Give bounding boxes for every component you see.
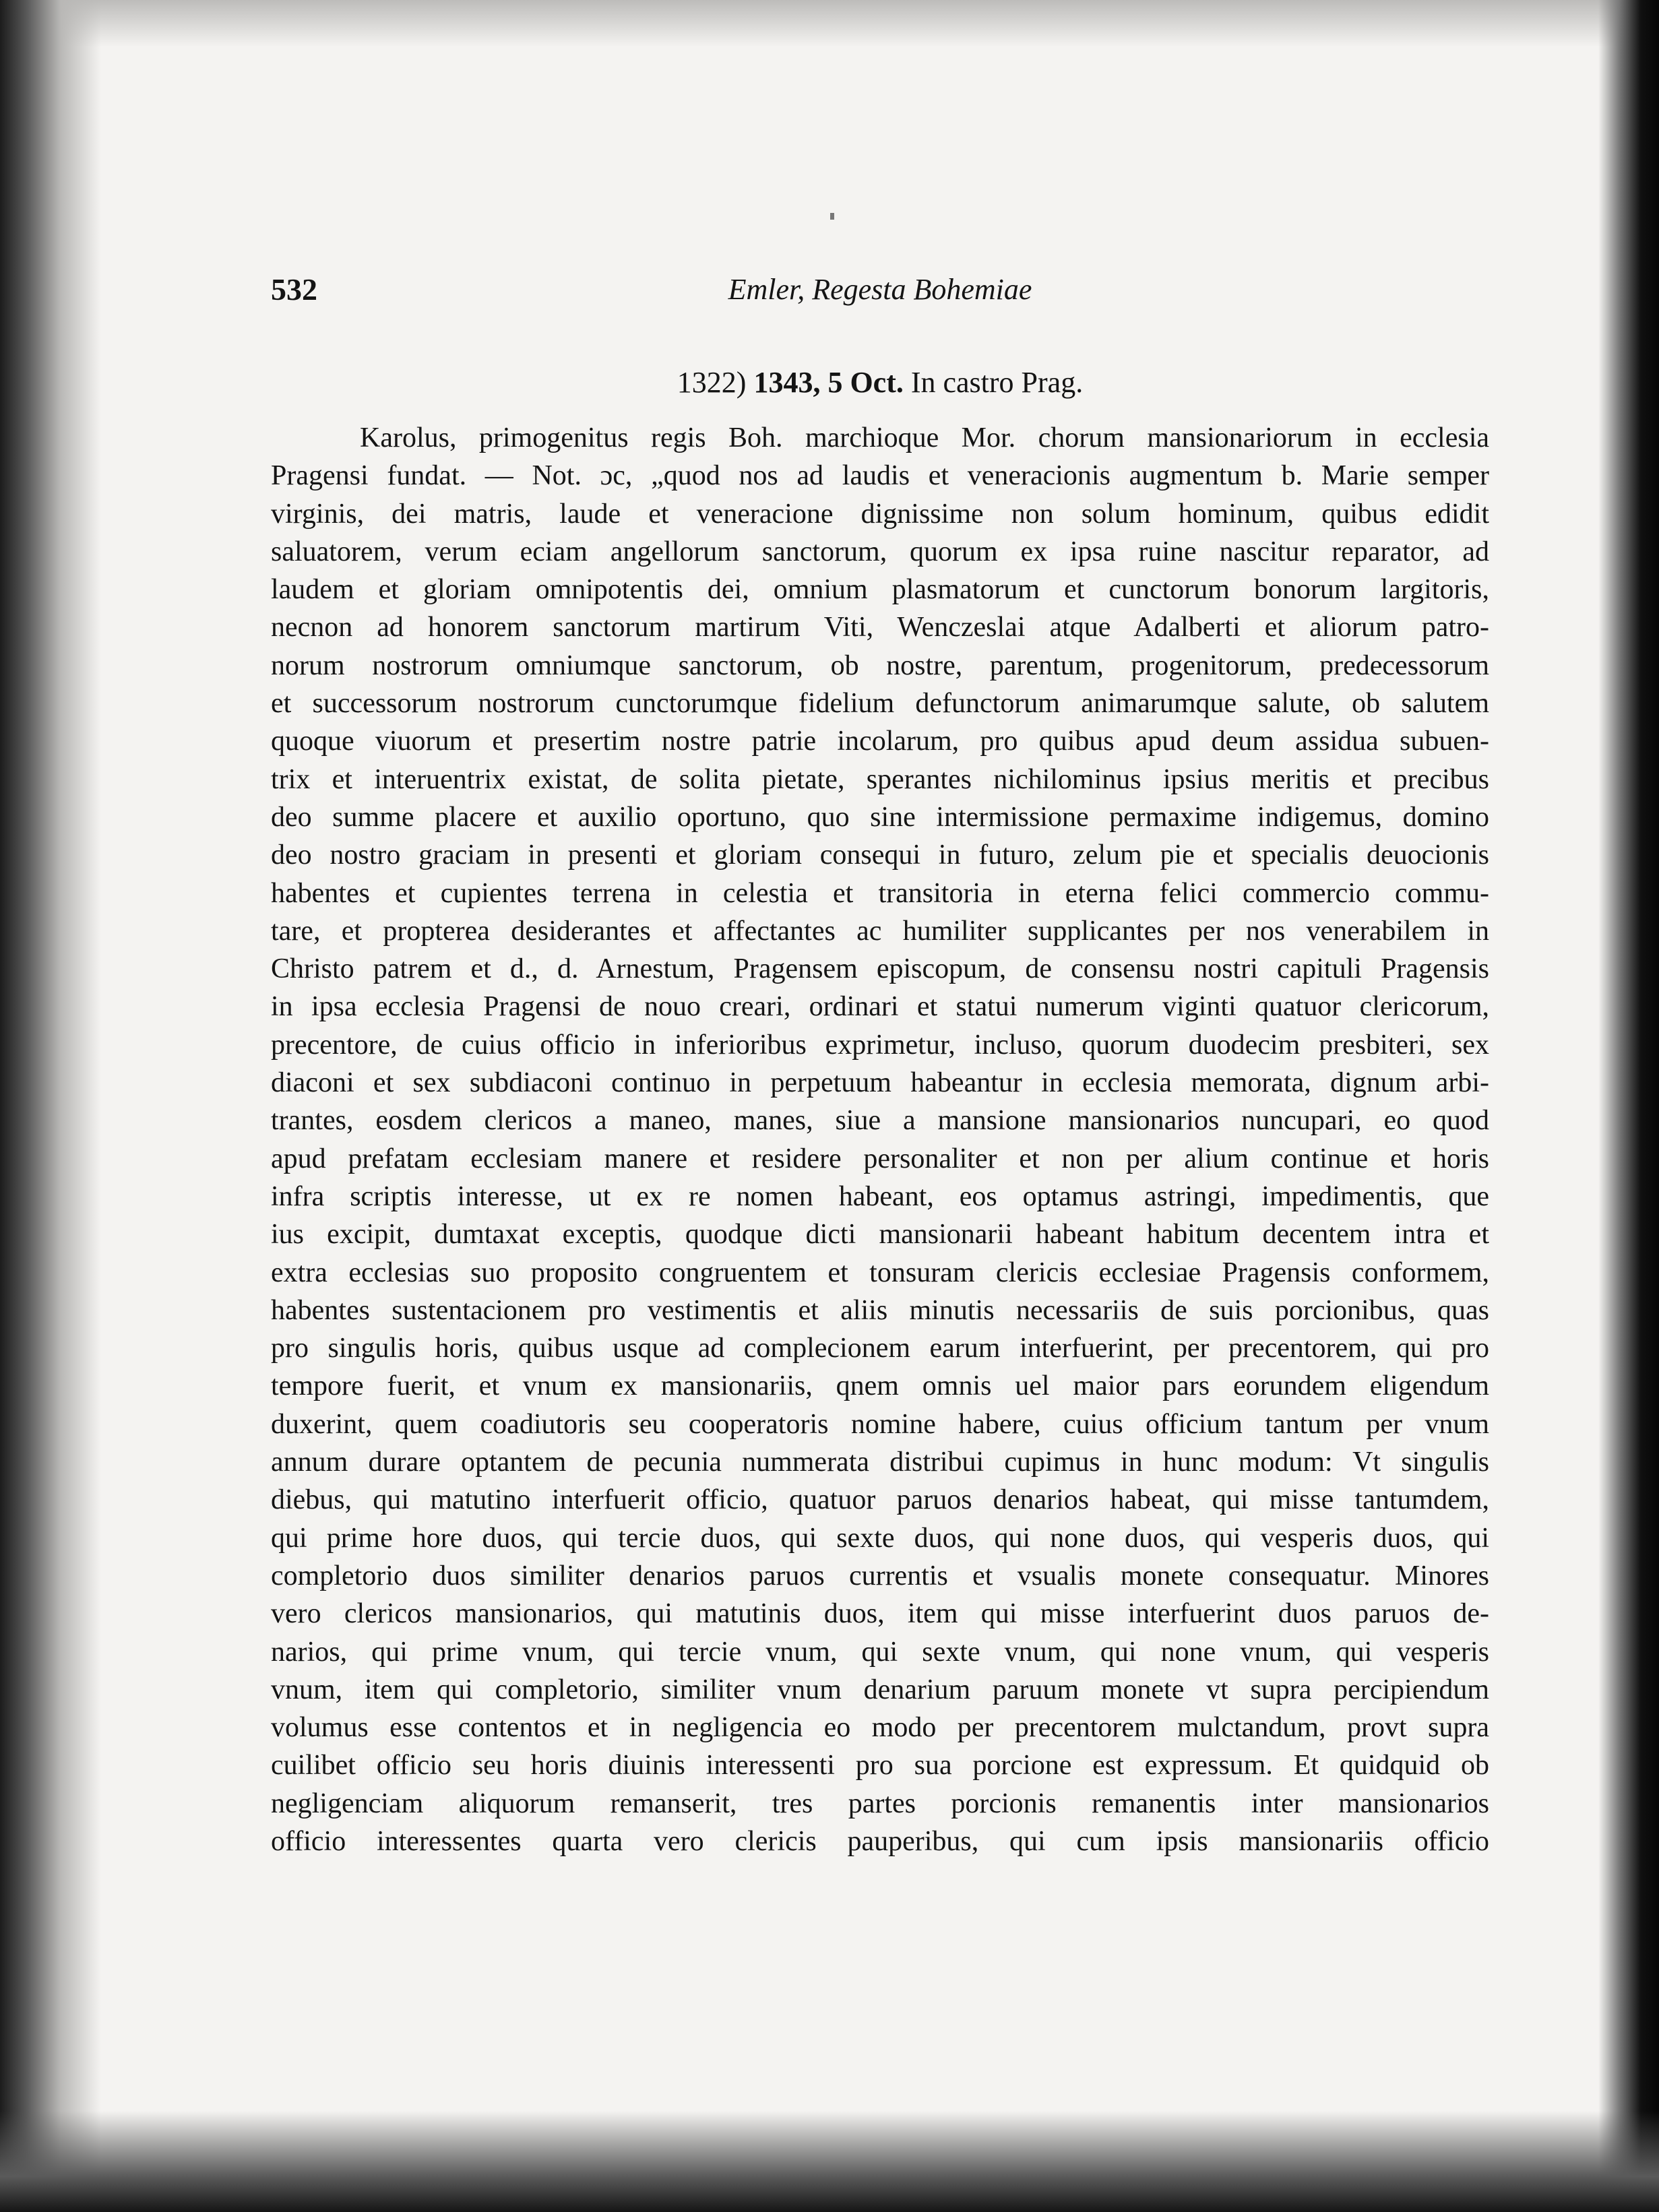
- text-line: annum durare optantem de pecunia nummerata distribui cupimus in hunc modum: Vt singulis: [271, 1447, 1489, 1478]
- text-line: Pragensi fundat. — Not. ɔc, „quod nos ad laudis et veneracionis augmentum b. Marie semper: [271, 460, 1489, 492]
- text-line: deo nostro graciam in presenti et gloriam consequi in futuro, zelum pie et specialis deuocionis: [271, 840, 1489, 871]
- text-line: duxerint, quem coadiutoris seu cooperatoris nomine habere, cuius officium tantum per vnum: [271, 1408, 1489, 1440]
- text-line: et successorum nostrorum cunctorumque fidelium defunctorum animarumque salute, ob salutem: [271, 688, 1489, 720]
- text-line: infra scriptis interesse, ut ex re nomen habeant, eos optamus astringi, impedimentis, que: [271, 1180, 1489, 1212]
- journal-title: Emler, Regesta Bohemiae: [728, 273, 1032, 306]
- text-line: habentes sustentacionem pro vestimentis et aliis minutis necessariis de suis porcionibus, quas: [271, 1294, 1489, 1326]
- text-line: vero clericos mansionarios, qui matutinis duos, item qui misse interfuerint duos paruos de-: [271, 1598, 1489, 1630]
- text-line: deo summe placere et auxilio oportuno, quo sine intermissione permaxime indigemus, domino: [271, 801, 1489, 833]
- text-line: apud prefatam ecclesiam manere et residere personaliter et non per alium continue et horis: [271, 1143, 1489, 1174]
- scan-shadow-right: [1598, 0, 1659, 2212]
- text-line: tare, et propterea desiderantes et affectantes ac humiliter supplicantes per nos venerabilem in: [271, 915, 1489, 947]
- text-line: tempore fuerit, et vnum ex mansionariis, qnem omnis uel maior pars eorundem eligendum: [271, 1370, 1489, 1402]
- text-line: laudem et gloriam omnipotentis dei, omnium plasmatorum et cunctorum bonorum largitoris,: [271, 574, 1489, 606]
- text-line: Karolus, primogenitus regis Boh. marchioque Mor. chorum mansionariorum in ecclesia: [360, 422, 1489, 453]
- entry-date: 1343, 5 Oct.: [753, 366, 904, 399]
- text-line: narios, qui prime vnum, qui tercie vnum, qui sexte vnum, qui none vnum, qui vesperis: [271, 1636, 1489, 1668]
- text-line: diaconi et sex subdiaconi continuo in perpetuum habeantur in ecclesia memorata, dignum arbi-: [271, 1067, 1489, 1099]
- running-head: [271, 270, 1489, 310]
- text-line: qui prime hore duos, qui tercie duos, qui sexte duos, qui none duos, qui vesperis duos, qui: [271, 1522, 1489, 1554]
- text-line: negligenciam aliquorum remanserit, tres partes porcionis remanentis inter mansionarios: [271, 1788, 1489, 1819]
- text-line: trantes, eosdem clericos a maneo, manes, siue a mansione mansionarios nuncupari, eo quod: [271, 1105, 1489, 1137]
- text-line: quoque viuorum et presertim nostre patrie incolarum, pro quibus apud deum assidua subuen-: [271, 726, 1489, 757]
- text-line: officio interessentes quarta vero clericis pauperibus, qui cum ipsis mansionariis officio: [271, 1825, 1489, 1857]
- book-page: [271, 270, 1489, 1860]
- scan-shadow-top: [0, 0, 1659, 47]
- text-line: in ipsa ecclesia Pragensi de nouo creari, ordinari et statui numerum viginti quatuor clericorum,: [271, 991, 1489, 1023]
- text-line: precentore, de cuius officio in inferioribus exprimetur, incluso, quorum duodecim presbiteri, sex: [271, 1029, 1489, 1061]
- text-line: habentes et cupientes terrena in celestia et transitoria in eterna felici commercio commu-: [271, 877, 1489, 909]
- text-line: cuilibet officio seu horis diuinis interessenti pro sua porcione est expressum. Et quidquid ob: [271, 1750, 1489, 1781]
- text-line: completorio duos similiter denarios paruos currentis et vsualis monete consequatur. Minores: [271, 1560, 1489, 1591]
- text-line: extra ecclesias suo proposito congruentem et tonsuram clericis ecclesiae Pragensis conformem,: [271, 1257, 1489, 1288]
- text-line: diebus, qui matutino interfuerit officio, quatuor paruos denarios habeat, qui misse tantumdem,: [271, 1484, 1489, 1516]
- page-number: 532: [271, 272, 317, 307]
- text-line: ius excipit, dumtaxat exceptis, quodque dicti mansionarii habeant habitum decentem intra et: [271, 1219, 1489, 1251]
- text-line: trix et interuentrix existat, de solita pietate, sperantes nichilominus ipsius meritis et precibus: [271, 763, 1489, 795]
- text-line: pro singulis horis, quibus usque ad complecionem earum interfuerint, per precentorem, qui pro: [271, 1333, 1489, 1364]
- entry-number: 1322): [677, 366, 747, 399]
- body-text: [271, 419, 1489, 1860]
- text-line: virginis, dei matris, laude et veneracione dignissime non solum hominum, quibus edidit: [271, 498, 1489, 530]
- text-line: Christo patrem et d., d. Arnestum, Pragensem episcopum, de consensu nostri capituli Pragensis: [271, 953, 1489, 985]
- scan-shadow-left: [0, 0, 101, 2212]
- scan-speck: [830, 213, 834, 220]
- text-line: vnum, item qui completorio, similiter vnum denarium paruum monete vt supra percipiendum: [271, 1674, 1489, 1705]
- text-line: saluatorem, verum eciam angellorum sanctorum, quorum ex ipsa ruine nascitur reparator, ad: [271, 536, 1489, 567]
- scan-shadow-bottom: [0, 2111, 1659, 2212]
- text-line: necnon ad honorem sanctorum martirum Viti, Wenczeslai atque Adalberti et aliorum patro-: [271, 612, 1489, 643]
- entry-heading: [271, 364, 1489, 402]
- entry-place: In castro Prag.: [910, 366, 1084, 399]
- text-line: norum nostrorum omniumque sanctorum, ob nostre, parentum, progenitorum, predecessorum: [271, 650, 1489, 681]
- text-line: volumus esse contentos et in negligencia eo modo per precentorem mulctandum, provt supra: [271, 1712, 1489, 1744]
